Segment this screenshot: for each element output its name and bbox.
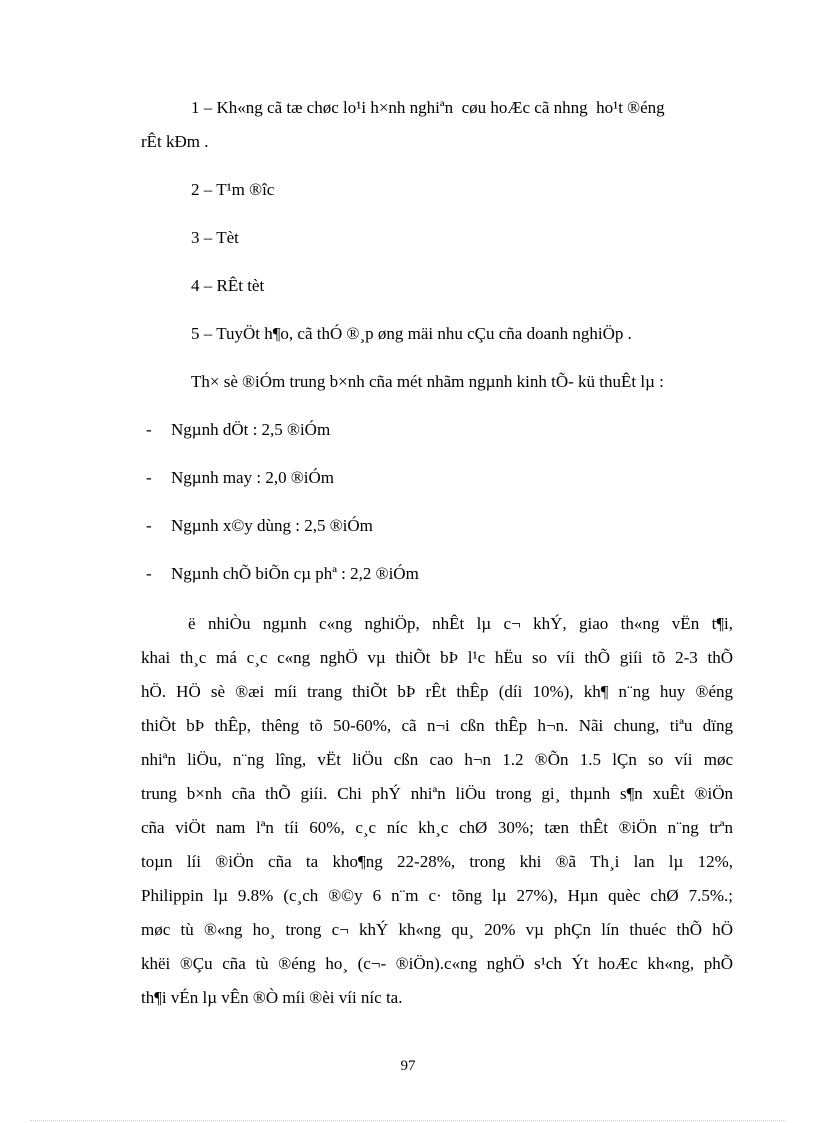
bullet-marker: -: [146, 468, 152, 487]
bullet-item-1: Ngµnh dÖt : 2,5 ®iÓm: [171, 420, 331, 439]
intro-sentence: Th× sè ®iÓm trung b×nh cña mét nhãm ngµnh kinh tÕ- kü thuÊt lµ :: [191, 372, 664, 391]
bullet-item-3: Ngµnh x©y dùng : 2,5 ®iÓm: [171, 516, 373, 535]
paragraph-line-8: toµn líi ®iÖn cña ta kho¶ng 22-28%, trong khi ®ã Th¸i lan lµ 12%,: [141, 852, 733, 871]
paragraph-line-7: cña viÖt nam lªn tíi 60%, c¸c níc kh¸c chØ 30%; tæn thÊt ®iÖn n¨ng trªn: [141, 818, 733, 837]
text-span: 1 – Kh«ng cã tæ chøc lo¹i h×nh nghiªn cøu hoÆc cã nhng ho¹t ®éng: [191, 98, 665, 117]
option-1-line-2: rÊt kÐm .: [141, 132, 209, 151]
bullet-item-2: Ngµnh may : 2,0 ®iÓm: [171, 468, 334, 487]
bullet-marker: -: [146, 420, 152, 439]
paragraph-line-4: thiÕt bÞ thÊp, thêng tõ 50-60%, cã n¬i cßn thÊp h¬n. Nãi chung, tiªu dïng: [141, 716, 733, 735]
bullet-marker: -: [146, 564, 152, 583]
option-5: 5 – TuyÖt h¶o, cã thÓ ®¸p øng mäi nhu cÇu cña doanh nghiÖp .: [191, 324, 632, 343]
page-number: 97: [400, 1058, 416, 1074]
paragraph-line-3: hÖ. HÖ sè ®æi míi trang thiÕt bÞ rÊt thÊp (díi 10%), kh¶ n¨ng huy ®éng: [141, 682, 733, 701]
option-2: 2 – T¹m ®îc: [191, 180, 275, 199]
paragraph-line-12: th¶i vÉn lµ vÊn ®Ò míi ®èi víi níc ta.: [141, 988, 403, 1007]
paragraph-line-10: møc tù ®«ng ho¸ trong c¬ khÝ kh«ng qu¸ 20% vµ phÇn lín thuéc thÕ hÖ: [141, 920, 733, 939]
paragraph-line-9: Philippin lµ 9.8% (c¸ch ®©y 6 n¨m c· tõng lµ 27%), Hµn quèc chØ 7.5%.;: [141, 886, 733, 905]
paragraph-line-1: ë nhiÒu ngµnh c«ng nghiÖp, nhÊt lµ c¬ khÝ, giao th«ng vËn t¶i,: [188, 614, 733, 633]
option-4: 4 – RÊt tèt: [191, 276, 265, 295]
bullet-marker: -: [146, 516, 152, 535]
paragraph-line-5: nhiªn liÖu, n¨ng lîng, vËt liÖu cßn cao h¬n 1.2 ®Õn 1.5 lÇn so víi møc: [141, 750, 733, 769]
option-1-line-1: [191, 98, 733, 118]
footer-divider: [30, 1120, 786, 1121]
paragraph-line-11: khëi ®Çu cña tù ®éng ho¸ (c¬- ®iÖn).c«ng nghÖ s¹ch Ýt hoÆc kh«ng, phÕ: [141, 954, 733, 973]
paragraph-line-2: khai th¸c má c¸c c«ng nghÖ vµ thiÕt bÞ l¹c hËu so víi thÕ giíi tõ 2-3 thÕ: [141, 648, 733, 667]
bullet-item-4: Ngµnh chÕ biÕn cµ phª : 2,2 ®iÓm: [171, 564, 419, 583]
option-3: 3 – Tèt: [191, 228, 239, 247]
paragraph-line-6: trung b×nh cña thÕ giíi. Chi phÝ nhiªn liÖu trong gi¸ thµnh s¶n xuÊt ®iÖn: [141, 784, 733, 803]
